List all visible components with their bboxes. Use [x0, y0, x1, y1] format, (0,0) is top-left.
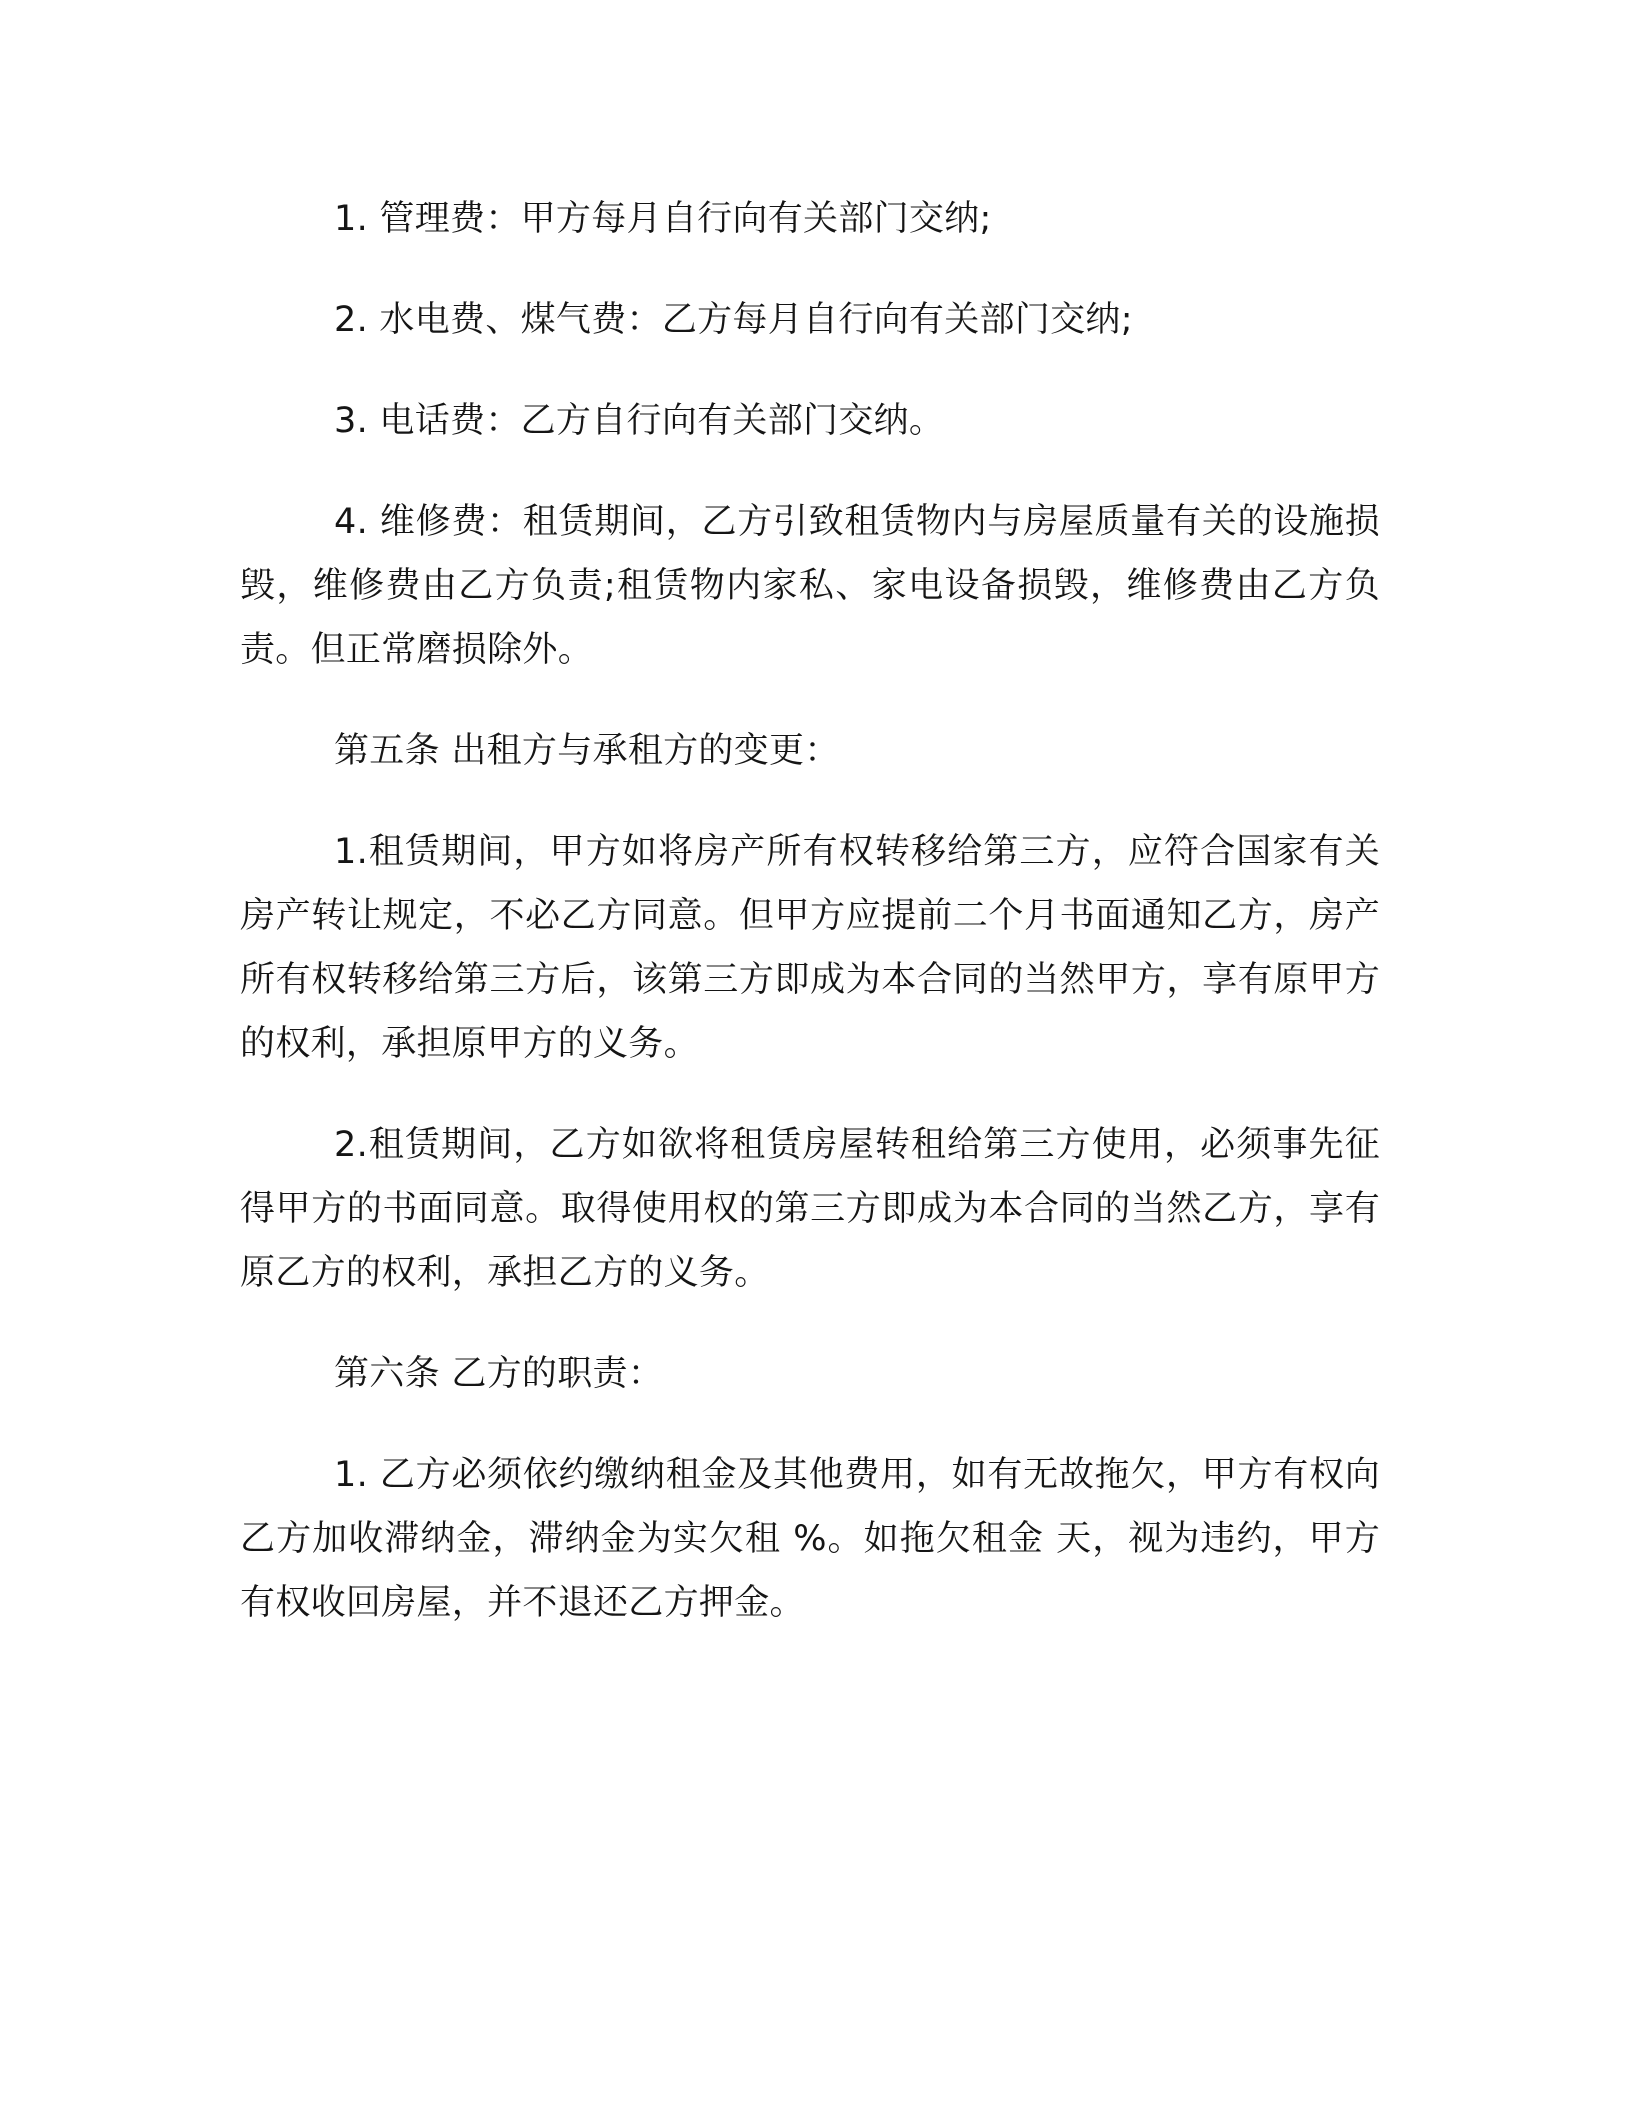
article-five-heading: 第五条 出租方与承租方的变更：: [334, 731, 840, 771]
article-six-heading: 第六条 乙方的职责：: [334, 1354, 664, 1394]
clause-telephone-fee: 3. 电话费：乙方自行向有关部门交纳。: [334, 401, 945, 441]
article-five-item-2: 2.租赁期间，乙方如欲将租赁房屋转租给第三方使用，必须事先征得甲方的书面同意。取得使用权的第三方即成为本合同的当然乙方，享有原乙方的权利，承担乙方的义务。: [240, 1125, 1380, 1293]
document-body: [240, 187, 1380, 1672]
clause-maintenance-fee: 4. 维修费：租赁期间，乙方引致租赁物内与房屋质量有关的设施损毁，维修费由乙方负责;租赁物内家私、家电设备损毁，维修费由乙方负责。但正常磨损除外。: [240, 502, 1380, 670]
article-six-item-1: 1. 乙方必须依约缴纳租金及其他费用，如有无故拖欠，甲方有权向乙方加收滞纳金，滞纳金为实欠租 %。如拖欠租金 天，视为违约，甲方有权收回房屋，并不退还乙方押金。: [240, 1455, 1380, 1623]
clause-utility-fee: 2. 水电费、煤气费：乙方每月自行向有关部门交纳;: [334, 300, 1133, 340]
article-five-item-1: 1.租赁期间，甲方如将房产所有权转移给第三方，应符合国家有关房产转让规定，不必乙方同意。但甲方应提前二个月书面通知乙方，房产所有权转移给第三方后，该第三方即成为本合同的当然甲方，享有原甲方的权利，承担原甲方的义务。: [240, 832, 1380, 1064]
clause-management-fee: 1. 管理费：甲方每月自行向有关部门交纳;: [334, 199, 992, 239]
